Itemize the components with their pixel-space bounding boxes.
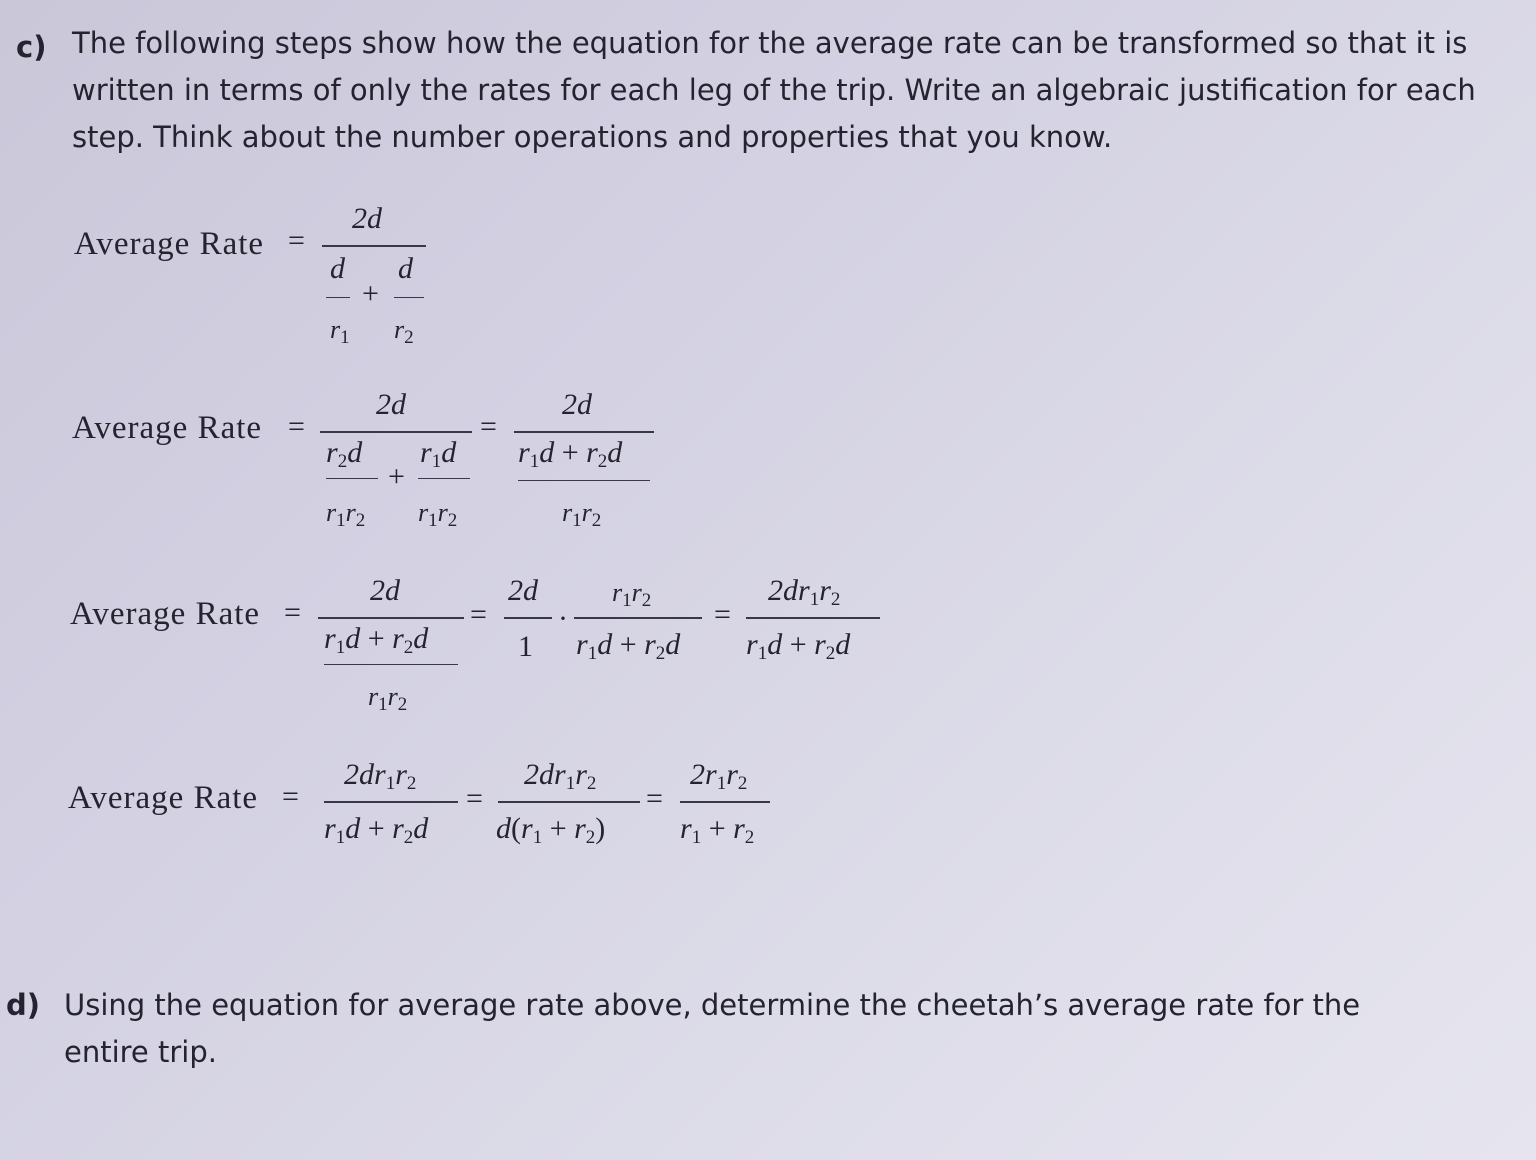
average-rate-label: Average Rate (74, 226, 265, 262)
part-c-text: The following steps show how the equation for the average rate can be transformed so that it is written in terms of only the rates for each leg of the trip. Write an algebraic justification for each step. Think about the number operations and properties that you know. (72, 26, 1476, 154)
part-d-text: Using the equation for average rate above, determine the cheetah’s average rate for the entire trip. (64, 988, 1361, 1069)
part-c-label: c) (16, 30, 47, 64)
average-rate-label: Average Rate (72, 410, 263, 446)
average-rate-label: Average Rate (70, 596, 261, 632)
part-d-label: d) (6, 988, 41, 1022)
average-rate-label: Average Rate (68, 780, 259, 816)
